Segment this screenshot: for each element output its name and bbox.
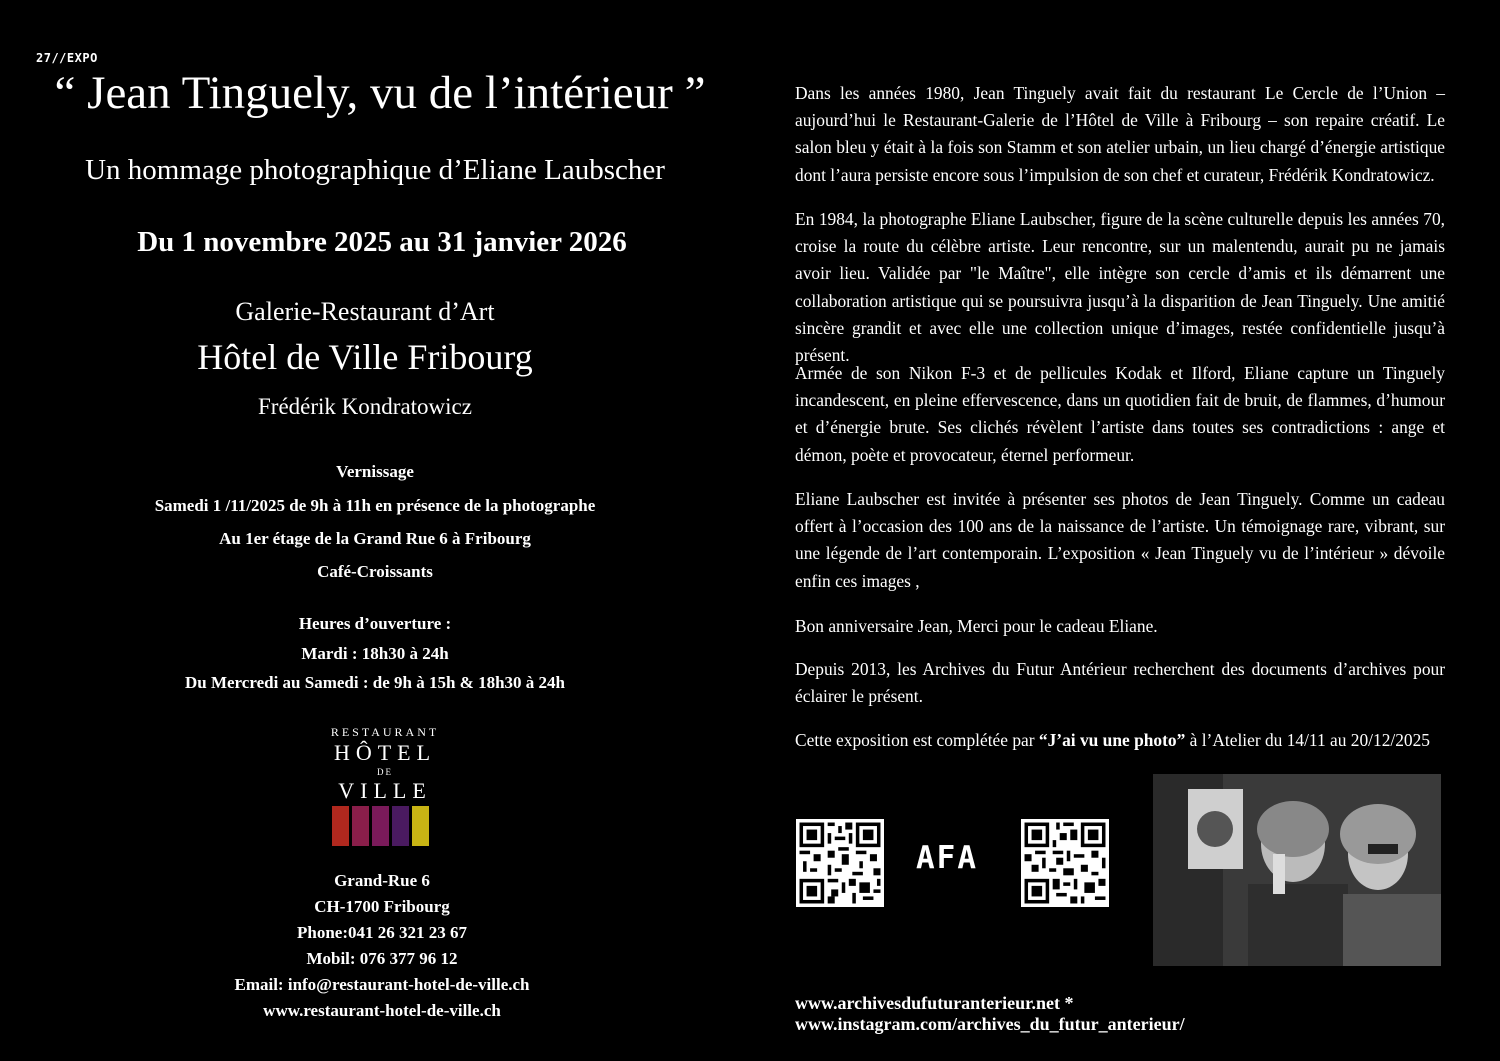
complement-after: à l’Atelier du 14/11 au 20/12/2025: [1185, 730, 1431, 750]
address-email[interactable]: Email: info@restaurant-hotel-de-ville.ch: [234, 975, 530, 994]
address-phone: Phone:041 26 321 23 67: [297, 923, 467, 942]
logo-stripe-2: [352, 806, 369, 846]
logo-stripe-1: [332, 806, 349, 846]
expo-tag: 27//EXPO: [36, 51, 98, 65]
qr-code-right-icon: [1021, 819, 1109, 907]
vernissage-extra: Café-Croissants: [317, 562, 433, 581]
subtitle: Un hommage photographique d’Eliane Laubscher: [85, 154, 665, 186]
complement-line: [795, 727, 1445, 754]
tinguely-photo: [1153, 774, 1441, 966]
logo-color-stripes: [332, 806, 432, 846]
footer-links[interactable]: www.archivesdufuturanterieur.net * www.instagram.com/archives_du_futur_anterieur/: [795, 993, 1185, 1034]
hours-label: Heures d’ouverture :: [298, 614, 452, 633]
complement-before: Cette exposition est complétée par: [795, 730, 1039, 750]
logo-stripe-3: [372, 806, 389, 846]
qr-code-left-icon: [796, 819, 884, 907]
description-paragraph-3: Armée de son Nikon F-3 et de pellicules Kodak et Ilford, Eliane capture un Tinguely incandescent, en pleine effervescence, dans un quotidien fait de bruit, de flammes, d’humour et d’énergie brute. Ses clichés révèlent l’artiste dans toutes ses contradictions : ange et démon, poète et provocateur, éternel performeur.: [795, 363, 1445, 465]
address-street: Grand-Rue 6: [334, 871, 430, 890]
description-paragraph-5: Bon anniversaire Jean, Merci pour le cadeau Eliane.: [795, 616, 1158, 636]
vernissage-date: Samedi 1 /11/2025 de 9h à 11h en présence de la photographe: [154, 496, 596, 515]
logo-de-text: DE: [377, 767, 393, 777]
hours-wed-sat: Du Mercredi au Samedi : de 9h à 15h & 18h30 à 24h: [184, 673, 565, 692]
venue-hotel: Hôtel de Ville Fribourg: [197, 337, 533, 377]
photo-placeholder-icon: [1153, 774, 1441, 966]
complement-highlight: “J’ai vu une photo”: [1038, 730, 1186, 750]
address-city: CH-1700 Fribourg: [314, 897, 450, 916]
description-paragraph-1: Dans les années 1980, Jean Tinguely avait fait du restaurant Le Cercle de l’Union – aujourd’hui le Restaurant-Galerie de l’Hôtel de Ville à Fribourg – son repaire créatif. Le salon bleu y était à la fois son Stamm et son atelier urbain, un lieu chargé d’énergie artistique dont l’aura persiste encore sous l’impulsion de son chef et curateur, Frédérik Kondratowicz.: [795, 83, 1445, 185]
address-website[interactable]: www.restaurant-hotel-de-ville.ch: [263, 1001, 501, 1020]
address-mobile: Mobil: 076 377 96 12: [306, 949, 458, 968]
page-title: “ Jean Tinguely, vu de l’intérieur ”: [54, 67, 706, 119]
logo-ville-text: VILLE: [338, 778, 432, 803]
hours-tuesday: Mardi : 18h30 à 24h: [301, 644, 449, 663]
logo-hotel-text: HÔTEL: [333, 740, 437, 765]
venue-chef: Frédérik Kondratowicz: [258, 394, 472, 419]
qr-code-left[interactable]: [796, 819, 884, 907]
exhibition-dates: Du 1 novembre 2025 au 31 janvier 2026: [137, 226, 627, 258]
logo-stripe-5: [412, 806, 429, 846]
qr-code-right[interactable]: [1021, 819, 1109, 907]
description-paragraph-4: Eliane Laubscher est invitée à présenter ses photos de Jean Tinguely. Comme un cadeau offert à l’occasion des 100 ans de la naissance de l’artiste. Un témoignage rare, vibrant, sur une légende de l’art contemporain. L’exposition « Jean Tinguely vu de l’intérieur » dévoile enfin ces images ,: [795, 489, 1445, 591]
logo-restaurant-text: RESTAURANT: [330, 725, 440, 739]
vernissage-label: Vernissage: [336, 462, 414, 481]
afa-label: AFA: [916, 840, 978, 876]
logo-stripe-4: [392, 806, 409, 846]
description-paragraph-2: En 1984, la photographe Eliane Laubscher, figure de la scène culturelle depuis les années 70, croise la route du célèbre artiste. Leur rencontre, sur un malentendu, aurait pu ne jamais avoir lieu. Validée par "le Maître", elle intègre son cercle d’amis et ils démarrent une collaboration artistique qui se poursuivra jusqu’à la disparition de Jean Tinguely. Une amitié sincère grandit et avec elle une collection unique d’images, restée confidentielle jusqu’à présent.: [795, 209, 1445, 366]
venue-galerie: Galerie-Restaurant d’Art: [235, 297, 495, 326]
description-paragraph-6: Depuis 2013, les Archives du Futur Antérieur recherchent des documents d’archives pour éclairer le présent.: [795, 659, 1445, 707]
vernissage-location: Au 1er étage de la Grand Rue 6 à Fribourg: [219, 529, 531, 548]
